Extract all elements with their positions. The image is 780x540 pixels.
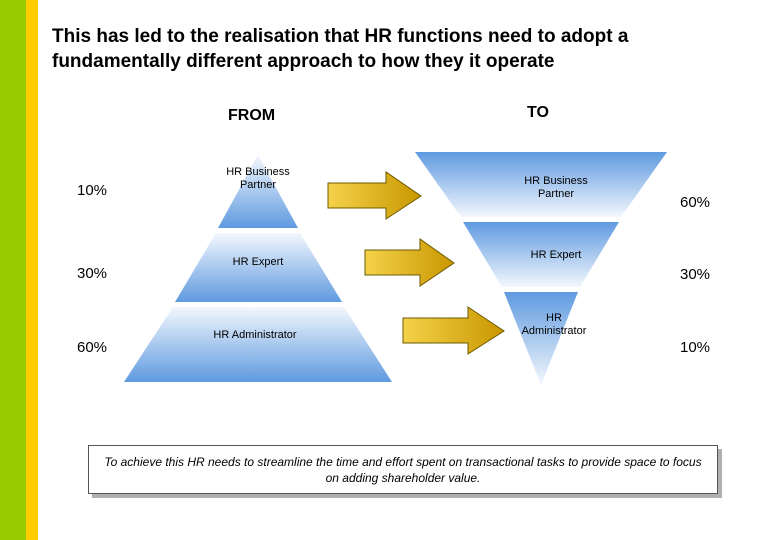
to-pct-administrator: 10%: [680, 339, 711, 356]
from-pct-business-partner: 10%: [77, 182, 108, 199]
summary-note: To achieve this HR needs to streamline the time and effort spent on transactional tasks to provide space to focus on adding shareholder value.: [88, 445, 718, 494]
from-label-expert: HR Expert: [232, 256, 284, 268]
from-pct-expert: 30%: [77, 265, 108, 282]
from-pct-administrator: 60%: [77, 339, 108, 356]
arrow-business-partner: [328, 172, 421, 219]
from-label-administrator: HR Administrator: [213, 329, 297, 341]
to-label-administrator: HR Administrator: [521, 312, 587, 337]
to-label-expert: HR Expert: [530, 249, 582, 261]
slide-title: This has led to the realisation that HR functions need to adopt a fundamentally different approach to how they it operate: [52, 26, 629, 72]
from-pyramid-bottom: [124, 307, 392, 382]
arrow-expert: [365, 239, 454, 286]
to-heading: TO: [527, 104, 549, 121]
from-heading: FROM: [228, 107, 276, 124]
from-label-business-partner: HR Business Partner: [226, 166, 290, 191]
arrow-administrator: [403, 307, 504, 354]
to-label-business-partner: HR Business Partner: [524, 175, 588, 200]
to-pct-expert: 30%: [680, 266, 711, 283]
to-pyramid-bottom: [504, 292, 578, 385]
to-pct-business-partner: 60%: [680, 194, 711, 211]
